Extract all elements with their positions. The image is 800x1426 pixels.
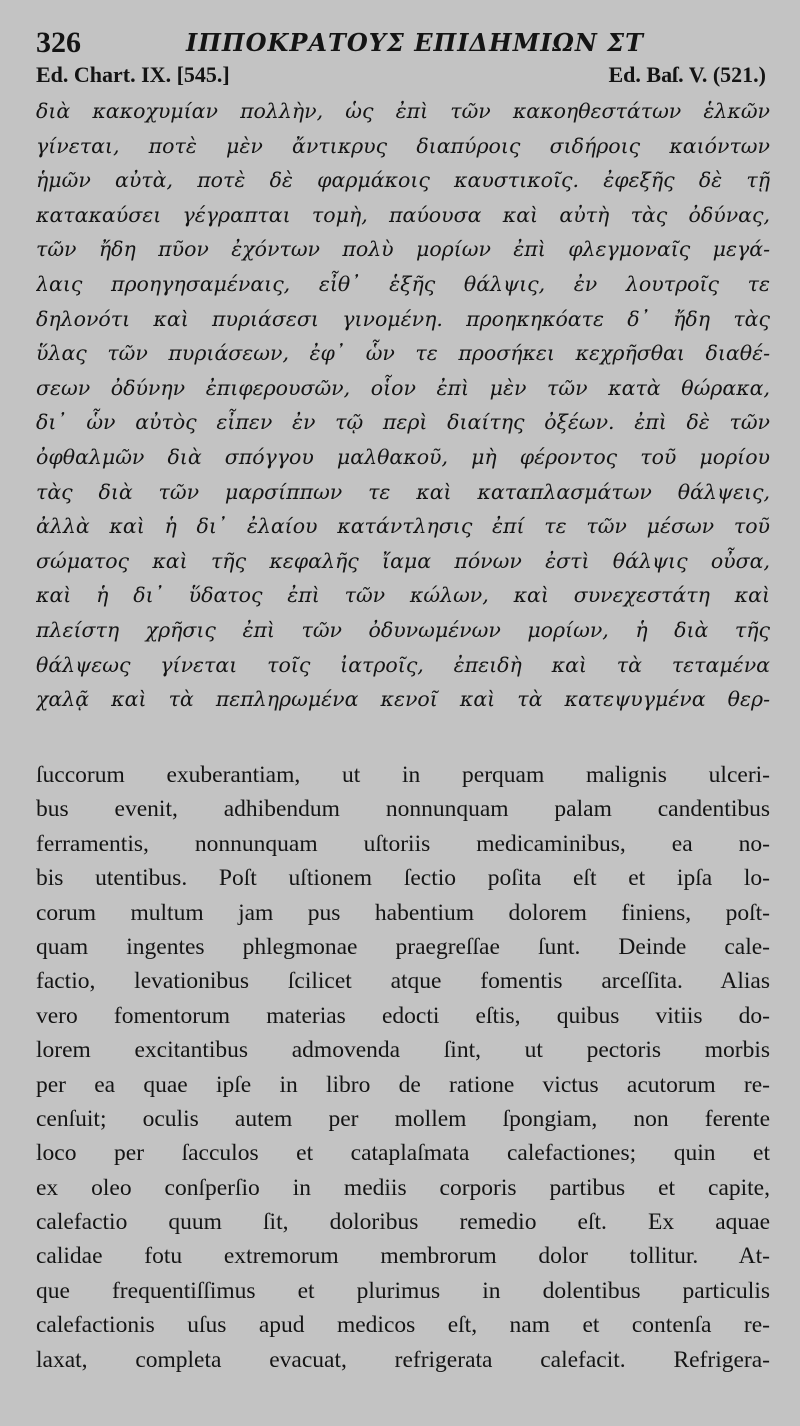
greek-text-block xyxy=(36,94,770,717)
greek-line: λαις προηγησαμέναις, εἶθ᾽ ἑξῆς θάλψις, ἐν λουτροῖς τε xyxy=(36,271,770,296)
latin-line: per ea quae ipſe in libro de ratione victus acutorum re- xyxy=(36,1071,770,1098)
latin-line: loco per ſacculos et cataplaſmata calefactiones; quin et xyxy=(36,1140,770,1167)
latin-line: factio, levationibus ſcilicet atque fomentis arceſſita. Alias xyxy=(36,968,770,995)
greek-line: κατακαύσει γέγραπται τομὴ, παύουσα καὶ αὐτὴ τὰς ὀδύνας, xyxy=(36,202,770,227)
greek-line: δηλονότι καὶ πυριάσεσι γινομένη. προηκηκόατε δ᾽ ἤδη τὰς xyxy=(36,306,770,331)
greek-line: δι᾽ ὧν αὐτὸς εἶπεν ἐν τῷ περὶ διαίτης ὀξέων. ἐπὶ δὲ τῶν xyxy=(36,410,770,435)
latin-line: bis utentibus. Poſt uſtionem ſectio poſita eſt et ipſa lo- xyxy=(36,865,770,892)
latin-line: ferramentis, nonnunquam uſtoriis medicaminibus, ea no- xyxy=(36,830,770,857)
greek-line: τῶν ἤδη πῦον ἐχόντων πολὺ μορίων ἐπὶ φλεγμοναῖς μεγά- xyxy=(36,237,770,262)
greek-line: καὶ ἡ δι᾽ ὕδατος ἐπὶ τῶν κώλων, καὶ συνεχεστάτη καὶ xyxy=(36,583,770,608)
latin-line: vero fomentorum materias edocti eſtis, quibus vitiis do- xyxy=(36,1002,770,1029)
latin-line: laxat, completa evacuat, refrigerata calefacit. Refrigera- xyxy=(36,1346,770,1373)
edition-reference-left: Ed. Chart. IX. [545.] xyxy=(36,62,230,87)
page-number: 326 xyxy=(36,26,81,59)
latin-line: lorem excitantibus admovenda ſint, ut pectoris morbis xyxy=(36,1037,770,1064)
latin-text-block xyxy=(36,758,770,1377)
latin-line: calefactio quum ſit, doloribus remedio eſt. Ex aquae xyxy=(36,1209,770,1236)
latin-line: bus evenit, adhibendum nonnunquam palam candentibus xyxy=(36,796,770,823)
greek-line: ἡμῶν αὐτὰ, ποτὲ δὲ φαρμάκοις καυστικοῖς. ἐφεξῆς δὲ τῇ xyxy=(36,168,770,193)
latin-line: ex oleo conſperſio in mediis corporis partibus et capite, xyxy=(36,1174,770,1201)
latin-line: calidae fotu extremorum membrorum dolor tollitur. At- xyxy=(36,1243,770,1270)
latin-line: cenſuit; oculis autem per mollem ſpongiam, non ferente xyxy=(36,1105,770,1132)
latin-line: quam ingentes phlegmonae praegreſſae ſunt. Deinde cale- xyxy=(36,933,770,960)
running-title: ΙΠΠΟΚΡΑΤΟΥΣ ΕΠΙΔΗΜΙΩΝ ΣΤ xyxy=(186,28,645,57)
greek-line: ἀλλὰ καὶ ἡ δι᾽ ἐλαίου κατάντλησις ἐπί τε τῶν μέσων τοῦ xyxy=(36,514,770,539)
greek-line: ὀφθαλμῶν διὰ σπόγγου μαλθακοῦ, μὴ φέροντος τοῦ μορίου xyxy=(36,444,770,469)
latin-line: que frequentiſſimus et plurimus in dolentibus particulis xyxy=(36,1277,770,1304)
greek-line: γίνεται, ποτὲ μὲν ἄντικρυς διαπύροις σιδήροις καιόντων xyxy=(36,133,770,158)
edition-references xyxy=(36,62,770,92)
latin-line: corum multum jam pus habentium dolorem finiens, poſt- xyxy=(36,899,770,926)
latin-line: ſuccorum exuberantiam, ut in perquam malignis ulceri- xyxy=(36,762,770,788)
greek-line: χαλᾷ καὶ τὰ πεπληρωμένα κενοῖ καὶ τὰ κατεψυγμένα θερ- xyxy=(36,687,770,712)
greek-line: θάλψεως γίνεται τοῖς ἰατροῖς, ἐπειδὴ καὶ τὰ τεταμένα xyxy=(36,652,770,677)
greek-line: ὕλας τῶν πυριάσεων, ἐφ᾽ ὧν τε προσήκει κεχρῆσθαι διαθέ- xyxy=(36,341,770,366)
greek-line: τὰς διὰ τῶν μαρσίππων τε καὶ καταπλασμάτων θάλψεις, xyxy=(36,479,770,504)
greek-line: σώματος καὶ τῆς κεφαλῆς ἴαμα πόνων ἐστὶ θάλψις οὖσα, xyxy=(36,548,770,573)
greek-line: πλείστη χρῆσις ἐπὶ τῶν ὀδυνωμένων μορίων, ἡ διὰ τῆς xyxy=(36,617,770,642)
greek-line: σεων ὀδύνην ἐπιφερουσῶν, οἷον ἐπὶ μὲν τῶν κατὰ θώρακα, xyxy=(36,375,770,400)
page-header xyxy=(36,20,770,60)
latin-line: calefactionis uſus apud medicos eſt, nam et contenſa re- xyxy=(36,1312,770,1339)
greek-line: διὰ κακοχυμίαν πολλὴν, ὡς ἐπὶ τῶν κακοηθεστάτων ἑλκῶν xyxy=(36,99,770,123)
edition-reference-right: Ed. Baſ. V. (521.) xyxy=(608,62,766,87)
